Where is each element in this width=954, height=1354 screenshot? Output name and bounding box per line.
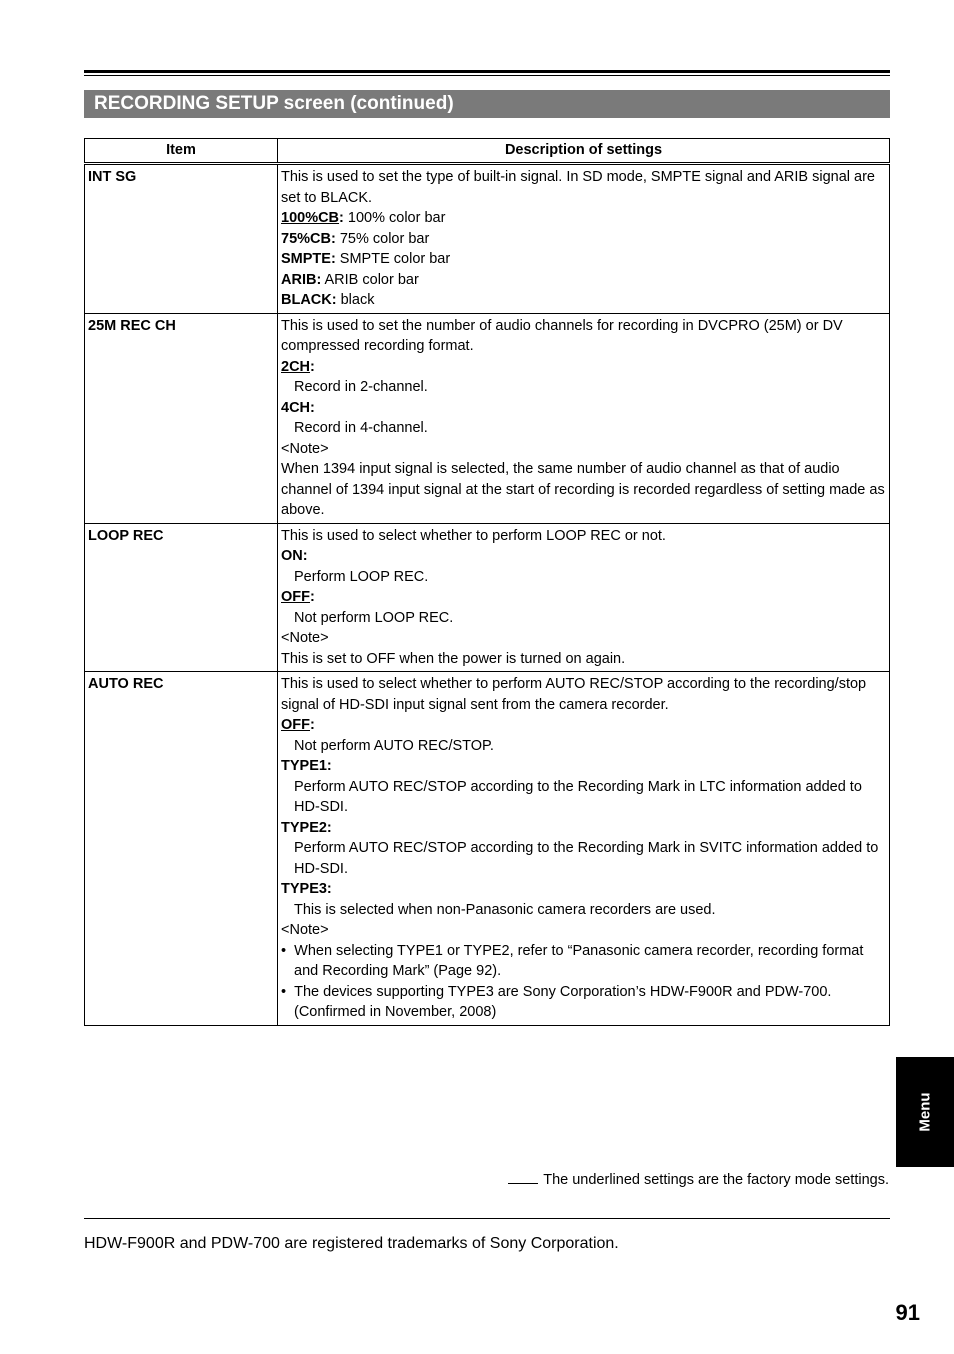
underline-sample [508, 1183, 538, 1184]
option-colon: : [310, 358, 315, 375]
item-loop-rec: LOOP REC [85, 523, 278, 672]
int-sg-option-black [281, 290, 886, 311]
auto-rec-option-type3-text: This is selected when non-Panasonic camera recorders are used. [294, 901, 716, 918]
rec-ch-option-4ch: 4CH: [281, 399, 315, 416]
auto-rec-note-bullet-1: • When selecting TYPE1 or TYPE2, refer to “Panasonic camera recorder, recording format and Recording Mark” (Page 92). [281, 942, 864, 979]
item-25m-rec-ch: 25M REC CH [85, 313, 278, 523]
rec-ch-option-2ch [281, 357, 886, 378]
auto-rec-option-off-text: Not perform AUTO REC/STOP. [294, 737, 494, 754]
loop-rec-option-off [281, 587, 886, 608]
side-tab-label: Menu [916, 1092, 934, 1132]
option-label: ARIB: [281, 271, 322, 288]
item-int-sg: INT SG [85, 164, 278, 314]
rec-ch-note-text: When 1394 input signal is selected, the same number of audio channel as that of audio channel of 1394 input signal at the start of recording is recorded regardless of setting made as above. [281, 461, 885, 518]
option-text: 100% color bar [343, 210, 446, 226]
option-text: black [336, 292, 375, 308]
table-header-row [85, 139, 890, 164]
int-sg-option-75cb [281, 229, 886, 250]
option-colon: : [310, 589, 315, 605]
auto-rec-option-type2-text: Perform AUTO REC/STOP according to the Recording Mark in SVITC information added to HD-SDI. [294, 840, 879, 877]
description-auto-rec [278, 672, 890, 1026]
int-sg-description: This is used to set the type of built-in signal. In SD mode, SMPTE signal and ARIB signal are set to BLACK. [281, 169, 875, 206]
auto-rec-option-off [281, 715, 886, 736]
page-number: 91 [895, 1300, 920, 1325]
item-auto-rec: AUTO REC [85, 672, 278, 1026]
loop-rec-description: This is used to select whether to perform LOOP REC or not. [281, 527, 666, 544]
auto-rec-option-type1: TYPE1: [281, 758, 332, 774]
auto-rec-option-type2: TYPE2: [281, 819, 332, 836]
table-row-int-sg [85, 164, 890, 314]
rec-ch-description: This is used to set the number of audio channels for recording in DVCPRO (25M) or DV compressed recording format. [281, 317, 843, 354]
auto-rec-note-bullet-2: • The devices supporting TYPE3 are Sony Corporation’s HDW-F900R and PDW-700. (Confirmed in November, 2008) [281, 983, 832, 1020]
option-label: OFF [281, 717, 310, 733]
top-rule-thin [84, 75, 890, 76]
column-header-description: Description of settings [278, 139, 890, 164]
option-colon: : [339, 210, 344, 226]
table-row-25m-rec-ch [85, 313, 890, 523]
description-25m-rec-ch [278, 313, 890, 523]
footer-rule [84, 1218, 890, 1219]
rec-ch-option-4ch-text: Record in 4-channel. [294, 420, 428, 436]
auto-rec-note-label: <Note> [281, 922, 329, 938]
description-loop-rec [278, 523, 890, 672]
legend-text: The underlined settings are the factory mode settings. [543, 1172, 889, 1188]
loop-rec-option-off-text: Not perform LOOP REC. [294, 609, 454, 626]
top-rule [84, 70, 890, 73]
int-sg-option-arib [281, 270, 886, 291]
loop-rec-option-on-text: Perform LOOP REC. [294, 568, 429, 585]
option-text: ARIB color bar [321, 271, 419, 288]
section-title: RECORDING SETUP screen (continued) [84, 90, 890, 118]
underline-legend [508, 1172, 889, 1188]
option-colon: : [310, 717, 315, 733]
option-label: SMPTE: [281, 251, 336, 267]
settings-table [84, 138, 890, 1026]
table-row-loop-rec [85, 523, 890, 672]
option-text: SMPTE color bar [335, 251, 451, 267]
table-row-auto-rec [85, 672, 890, 1026]
rec-ch-option-2ch-text: Record in 2-channel. [294, 379, 428, 395]
int-sg-option-100cb [281, 208, 886, 229]
loop-rec-option-on: ON: [281, 548, 308, 564]
auto-rec-option-type1-text: Perform AUTO REC/STOP according to the Recording Mark in LTC information added to HD-SDI. [294, 778, 862, 815]
auto-rec-option-type3: TYPE3: [281, 881, 332, 897]
option-label: OFF [281, 589, 310, 605]
loop-rec-note-label: <Note> [281, 630, 329, 646]
loop-rec-note-text: This is set to OFF when the power is turned on again. [281, 650, 626, 667]
rec-ch-note-label: <Note> [281, 440, 329, 457]
column-header-item: Item [85, 139, 278, 164]
option-label: 75%CB: [281, 230, 336, 247]
option-text: 75% color bar [335, 230, 430, 247]
option-label: 100%CB [281, 210, 340, 226]
int-sg-option-smpte [281, 249, 886, 270]
trademark-note: HDW-F900R and PDW-700 are registered trademarks of Sony Corporation. [84, 1235, 619, 1252]
side-tab-menu [896, 1057, 954, 1167]
option-label: BLACK: [281, 292, 337, 308]
description-int-sg [278, 164, 890, 314]
option-label: 2CH [281, 358, 311, 375]
auto-rec-description: This is used to select whether to perform AUTO REC/STOP according to the recording/stop signal of HD-SDI input signal sent from the camera recorder. [281, 676, 867, 713]
